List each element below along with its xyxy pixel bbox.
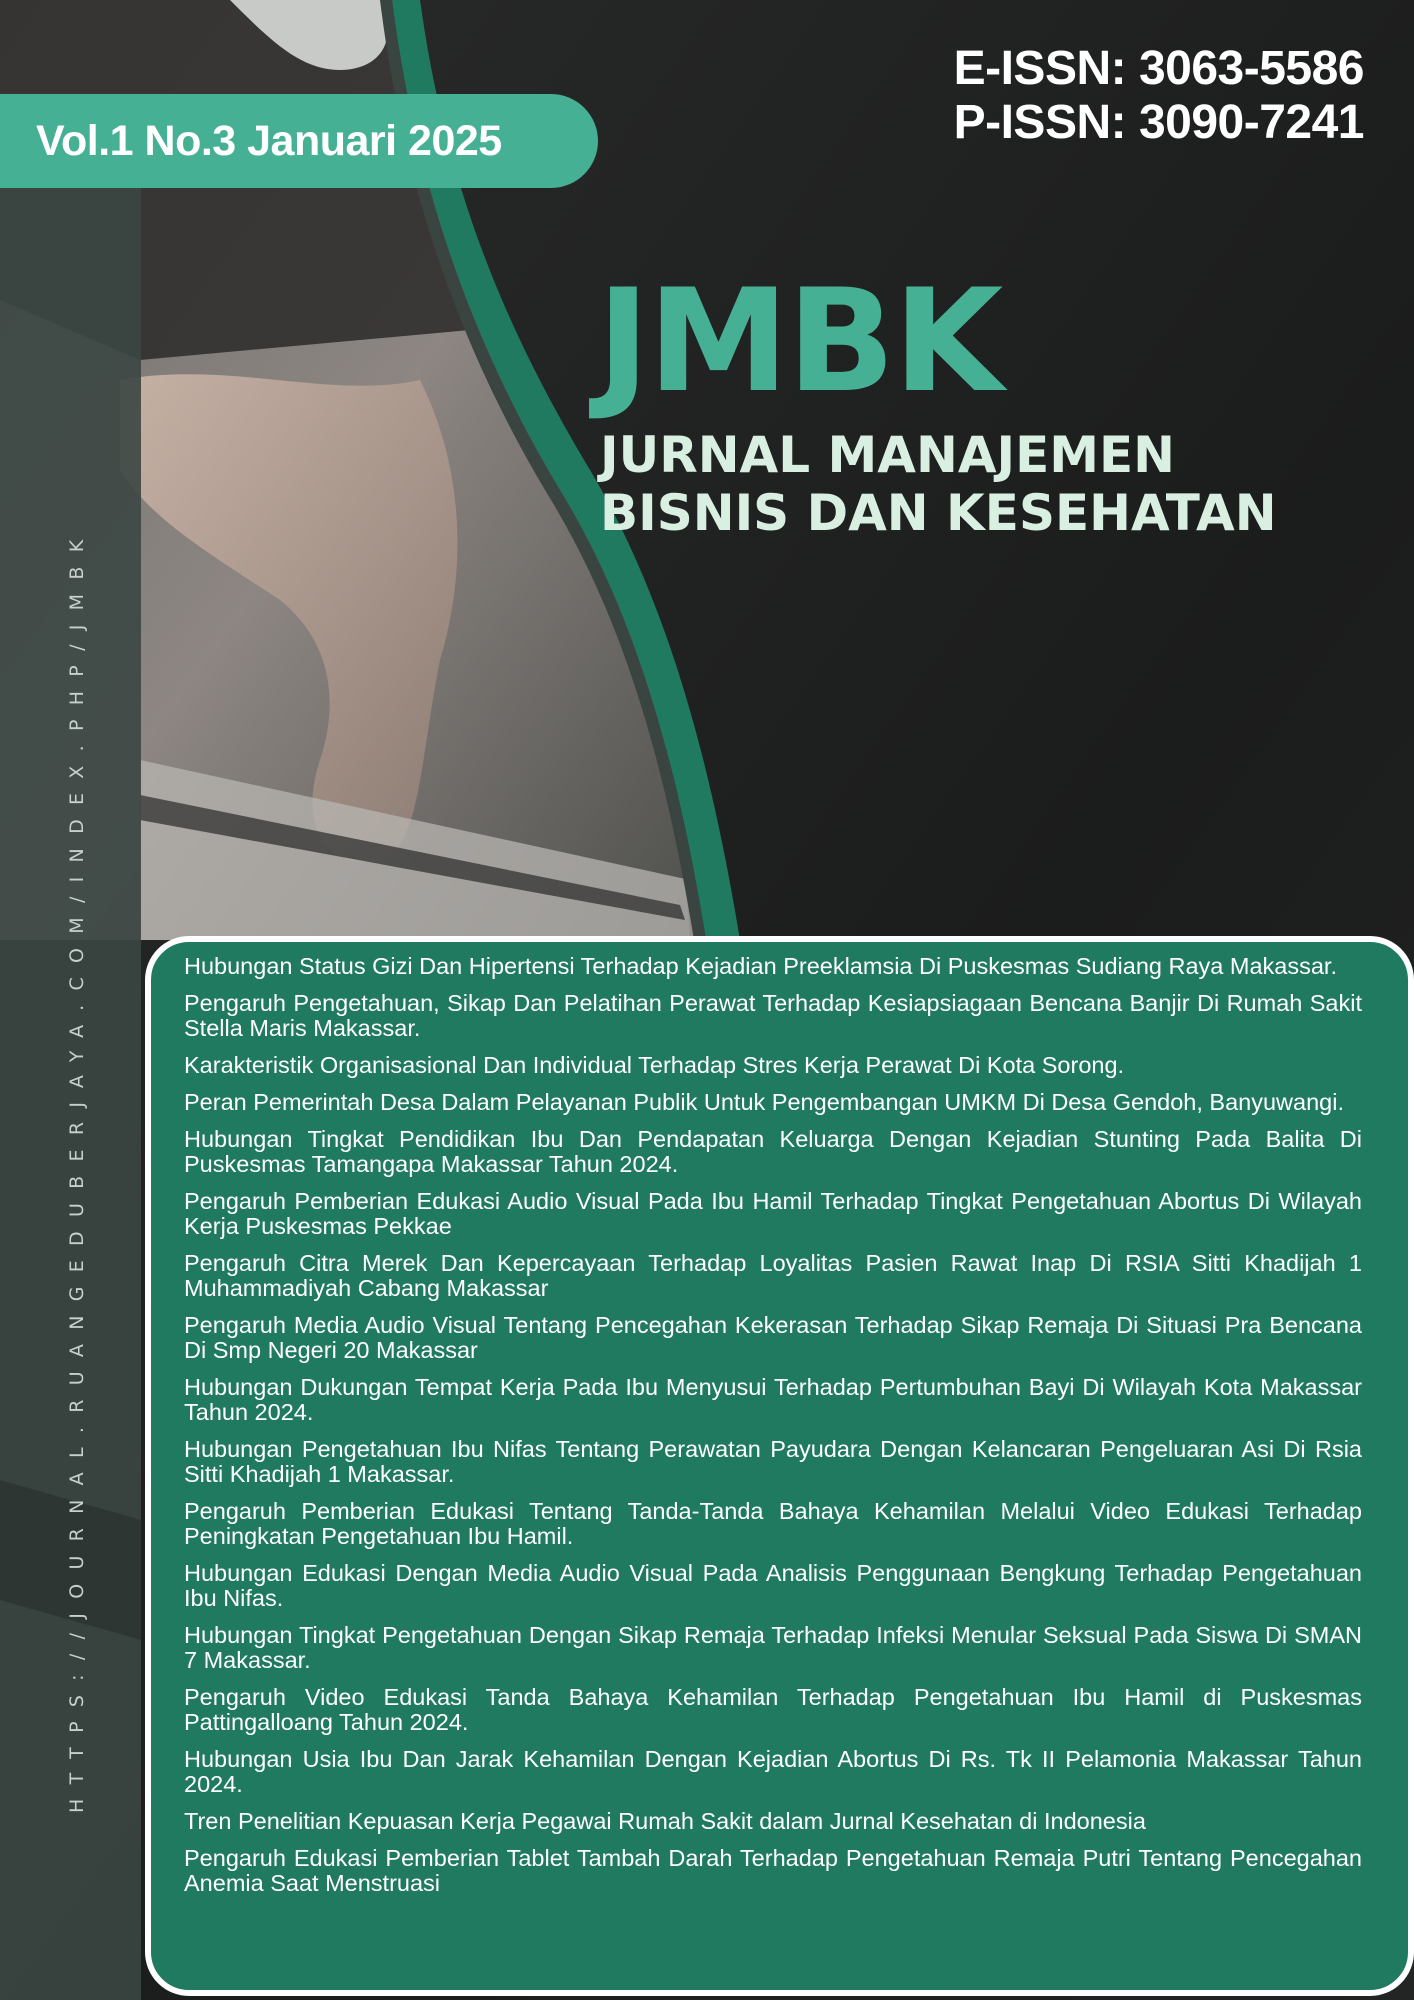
journal-name-line2: BISNIS DAN KESEHATAN <box>600 484 1277 542</box>
article-title: Hubungan Dukungan Tempat Kerja Pada Ibu Menyusui Terhadap Pertumbuhan Bayi Di Wilayah Kota Makassar Tahun 2024. <box>184 1374 1362 1425</box>
article-title: Hubungan Pengetahuan Ibu Nifas Tentang Perawatan Payudara Dengan Kelancaran Pengeluaran Asi Di Rsia Sitti Khadijah 1 Makassar. <box>184 1436 1362 1487</box>
article-title: Pengaruh Pemberian Edukasi Audio Visual Pada Ibu Hamil Terhadap Tingkat Pengetahuan Abortus Di Wilayah Kerja Puskesmas Pekkae <box>184 1188 1362 1239</box>
volume-badge <box>0 94 598 188</box>
p-issn: P-ISSN: 3090-7241 <box>953 96 1364 149</box>
article-title: Pengaruh Video Edukasi Tanda Bahaya Kehamilan Terhadap Pengetahuan Ibu Hamil di Puskesmas Pattingalloang Tahun 2024. <box>184 1684 1362 1735</box>
article-title: Hubungan Status Gizi Dan Hipertensi Terhadap Kejadian Preeklamsia Di Puskesmas Sudiang Raya Makassar. <box>184 953 1337 979</box>
article-title: Hubungan Tingkat Pengetahuan Dengan Sikap Remaja Terhadap Infeksi Menular Seksual Pada Siswa Di SMAN 7 Makassar. <box>184 1622 1362 1673</box>
article-title: Hubungan Edukasi Dengan Media Audio Visual Pada Analisis Penggunaan Bengkung Terhadap Pengetahuan Ibu Nifas. <box>184 1560 1362 1611</box>
article-title: Pengaruh Pemberian Edukasi Tentang Tanda-Tanda Bahaya Kehamilan Melalui Video Edukasi Terhadap Peningkatan Pengetahuan Ibu Hamil. <box>184 1498 1362 1549</box>
article-title: Karakteristik Organisasional Dan Individual Terhadap Stres Kerja Perawat Di Kota Sorong. <box>184 1052 1125 1078</box>
journal-name <box>600 426 1277 542</box>
article-title: Pengaruh Citra Merek Dan Kepercayaan Terhadap Loyalitas Pasien Rawat Inap Di RSIA Sitti Khadijah 1 Muhammadiyah Cabang Makassar <box>184 1250 1362 1301</box>
volume-label: Vol.1 No.3 Januari 2025 <box>36 116 502 165</box>
article-title: Hubungan Usia Ibu Dan Jarak Kehamilan Dengan Kejadian Abortus Di Rs. Tk II Pelamonia Makassar Tahun 2024. <box>184 1746 1362 1797</box>
journal-url: HTTPS://JOURNAL.RUANGEDUBERJAYA.COM/INDEX.PHP/JMBK <box>66 525 88 1813</box>
article-title: Pengaruh Pengetahuan, Sikap Dan Pelatihan Perawat Terhadap Kesiapsiagaan Bencana Banjir Di Rumah Sakit Stella Maris Makassar. <box>184 990 1362 1041</box>
article-list <box>184 954 1362 1908</box>
article-title: Hubungan Tingkat Pendidikan Ibu Dan Pendapatan Keluarga Dengan Kejadian Stunting Pada Balita Di Puskesmas Tamangapa Makassar Tahun 2024. <box>184 1126 1362 1177</box>
e-issn: E-ISSN: 3063-5586 <box>953 42 1364 95</box>
article-title: Tren Penelitian Kepuasan Kerja Pegawai Rumah Sakit dalam Jurnal Kesehatan di Indonesia <box>184 1808 1146 1834</box>
article-title: Peran Pemerintah Desa Dalam Pelayanan Publik Untuk Pengembangan UMKM Di Desa Gendoh, Banyuwangi. <box>184 1089 1344 1115</box>
issn-block <box>954 42 1364 150</box>
journal-logo: JMBK <box>597 259 1002 424</box>
article-title: Pengaruh Media Audio Visual Tentang Pencegahan Kekerasan Terhadap Sikap Remaja Di Situasi Pra Bencana Di Smp Negeri 20 Makassar <box>184 1312 1362 1363</box>
article-title: Pengaruh Edukasi Pemberian Tablet Tambah Darah Terhadap Pengetahuan Remaja Putri Tentang Pencegahan Anemia Saat Menstruasi <box>184 1845 1362 1896</box>
journal-name-line1: JURNAL MANAJEMEN <box>600 426 1176 484</box>
